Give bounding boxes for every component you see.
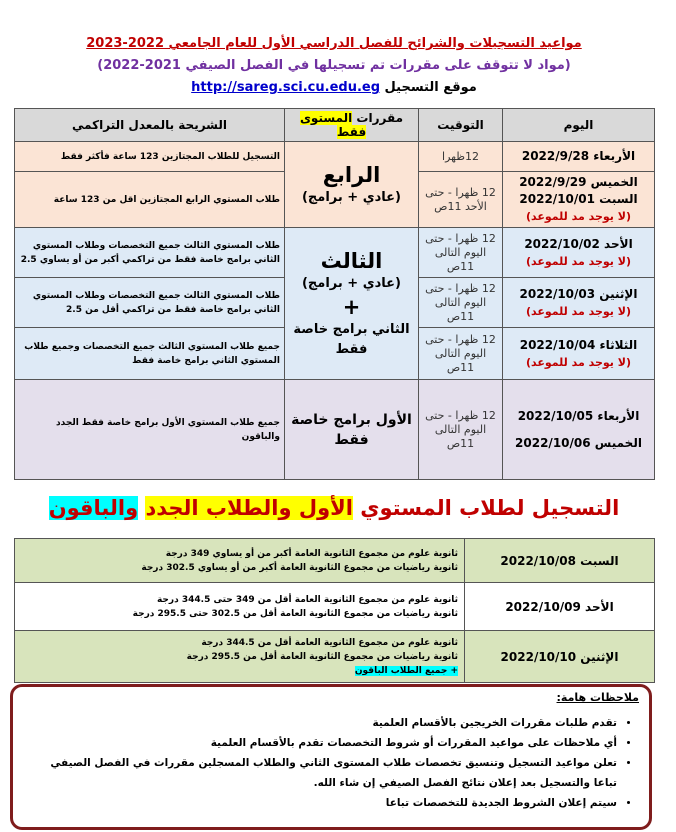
time-cell: 12 ظهرا - حتى الأحد 11ص bbox=[419, 172, 503, 228]
no-extension-note: (لا يوجد مد للموعد) bbox=[526, 355, 631, 369]
day-text: الأربعاء 2022/10/05 bbox=[517, 408, 640, 423]
no-extension-note: (لا يوجد مد للموعد) bbox=[526, 304, 631, 318]
notes-list bbox=[27, 713, 635, 813]
day-text: الأربعاء 2022/9/28 bbox=[521, 149, 636, 163]
banner-part-1: التسجيل لطلاب المستوي bbox=[360, 496, 620, 520]
registration-site bbox=[14, 80, 654, 95]
notes-title: ملاحظات هامة: bbox=[556, 691, 639, 704]
header-courses-highlight: المستوى فقط bbox=[299, 111, 367, 139]
note-item: • أي ملاحظات على مواعيد المقررات أو شروط التخصصات تقدم بالأقسام العلمية bbox=[27, 733, 617, 753]
note-item: • تعلن مواعيد التسجيل وتنسيق تخصصات طلاب المستوى الثاني والطلاب المسجلين مقررات في الفصل الصيفي تباعا والتسجيل بعد إعلان نتائج الفصل الصيفي إن شاء الله. bbox=[27, 753, 617, 793]
day-text-2: السبت 2022/10/01 bbox=[519, 192, 638, 206]
banner-part-3: والباقون bbox=[48, 496, 139, 520]
criteria-cell bbox=[15, 631, 465, 683]
header-day: اليوم bbox=[503, 109, 655, 142]
segment-cell: طلاب المستوي الرابع المجتازين اقل من 123 ساعة bbox=[15, 172, 285, 228]
header-segment: الشريحة بالمعدل التراكمي bbox=[15, 109, 285, 142]
no-extension-note: (لا يوجد مد للموعد) bbox=[526, 210, 631, 223]
criteria-line: ثانوية رياضيات من مجموع الثانوية العامة أكبر من أو يساوي 302.5 درجة bbox=[141, 562, 458, 573]
day-cell bbox=[503, 328, 655, 380]
important-notes-box bbox=[10, 684, 652, 830]
level-extra: الثاني برامج خاصة فقط bbox=[293, 321, 410, 357]
day-text: الأحد 2022/10/02 bbox=[524, 236, 633, 251]
segment-cell: طلاب المستوي الثالث جميع التخصصات وطلاب المستوي الثاني برامج خاصة فقط من تراكمي أكبر من أو يساوي 2.5 bbox=[15, 228, 285, 278]
level-name: الثالث bbox=[320, 248, 383, 273]
level-type: (عادي + برامج) bbox=[301, 275, 402, 291]
header-courses bbox=[285, 109, 419, 142]
segment-cell: التسجيل للطلاب المجتازين 123 ساعة فأكثر فقط bbox=[15, 142, 285, 172]
level-plus: + bbox=[342, 294, 361, 319]
level-cell bbox=[285, 228, 419, 380]
date-cell: الإثنين 2022/10/10 bbox=[465, 631, 655, 683]
criteria-cell bbox=[15, 583, 465, 631]
page-title: مواعيد التسجيلات والشرائح للفصل الدراسي الأول للعام الجامعي 2022-2023 bbox=[86, 36, 582, 51]
day-cell bbox=[503, 278, 655, 328]
date-cell: الأحد 2022/10/09 bbox=[465, 583, 655, 631]
table-header-row bbox=[15, 109, 655, 142]
criteria-line: ثانوية علوم من مجموع الثانوية العامة أقل من 344.5 درجة bbox=[201, 637, 458, 648]
date-cell: السبت 2022/10/08 bbox=[465, 539, 655, 583]
day-cell bbox=[503, 228, 655, 278]
header-time: التوقيت bbox=[419, 109, 503, 142]
site-link[interactable]: http://sareg.sci.cu.edu.eg bbox=[191, 80, 381, 95]
schedule-table bbox=[14, 108, 655, 480]
registration-table bbox=[14, 538, 655, 683]
day-cell bbox=[503, 142, 655, 172]
time-cell: 12 ظهرا - حتى اليوم التالى 11ص bbox=[419, 228, 503, 278]
table-row bbox=[15, 380, 655, 480]
criteria-cell bbox=[15, 539, 465, 583]
segment-cell: جميع طلاب المستوي الأول برامج خاصة فقط الجدد والباقون bbox=[15, 380, 285, 480]
day-text: الإثنين 2022/10/03 bbox=[519, 286, 638, 301]
criteria-line: ثانوية علوم من مجموع الثانوية العامة أقل من 349 حتى 344.5 درجة bbox=[156, 594, 458, 605]
day-text: الخميس 2022/9/29 bbox=[519, 175, 638, 189]
no-extension-note: (لا يوجد مد للموعد) bbox=[526, 254, 631, 268]
day-cell bbox=[503, 172, 655, 228]
level-cell bbox=[285, 142, 419, 228]
remaining-students: + جميع الطلاب الباقون bbox=[354, 665, 458, 676]
criteria-line bbox=[21, 664, 458, 678]
table-row bbox=[15, 583, 655, 631]
level-cell: الأول برامج خاصة فقط bbox=[285, 380, 419, 480]
segment-cell: جميع طلاب المستوي الثالث جميع التخصصات وجميع طلاب المستوي الثاني برامج خاصة فقط bbox=[15, 328, 285, 380]
registration-banner bbox=[14, 496, 654, 520]
document-frame bbox=[14, 22, 654, 808]
header-courses-label: مقررات bbox=[356, 111, 404, 125]
level-type: (عادي + برامج) bbox=[301, 189, 402, 205]
segment-cell: طلاب المستوي الثالث جميع التخصصات وطلاب المستوي الثاني برامج خاصة فقط من تراكمي أقل من 2.5 bbox=[15, 278, 285, 328]
note-item: • سيتم إعلان الشروط الجديدة للتخصصات تباعا bbox=[27, 793, 617, 813]
day-text-2: الخميس 2022/10/06 bbox=[515, 435, 642, 450]
banner-part-2: الأول والطلاب الجدد bbox=[145, 496, 353, 520]
page-subtitle: (مواد لا تتوقف على مقررات تم تسجيلها في الفصل الصيفي 2021-2022) bbox=[97, 58, 571, 73]
day-cell bbox=[503, 380, 655, 480]
criteria-line: ثانوية علوم من مجموع الثانوية العامة أكبر من أو يساوي 349 درجة bbox=[165, 548, 458, 559]
table-row bbox=[15, 631, 655, 683]
time-cell: 12 ظهرا - حتى اليوم التالى 11ص bbox=[419, 380, 503, 480]
time-cell: 12 ظهرا - حتى اليوم التالى 11ص bbox=[419, 278, 503, 328]
criteria-line: ثانوية رياضيات من مجموع الثانوية العامة أقل من 302.5 حتى 295.5 درجة bbox=[132, 608, 458, 619]
note-item: • تقدم طلبات مقررات الخريجين بالأقسام العلمية bbox=[27, 713, 617, 733]
table-row bbox=[15, 142, 655, 172]
criteria-line: ثانوية رياضيات من مجموع الثانوية العامة أقل من 295.5 درجة bbox=[186, 651, 458, 662]
time-cell: 12 ظهرا - حتى اليوم التالى 11ص bbox=[419, 328, 503, 380]
table-row bbox=[15, 228, 655, 278]
time-cell: 12ظهرا bbox=[419, 142, 503, 172]
table-row bbox=[15, 539, 655, 583]
level-name: الرابع bbox=[322, 162, 381, 187]
day-text: الثلاثاء 2022/10/04 bbox=[519, 337, 638, 352]
site-label: موقع التسجيل bbox=[384, 80, 477, 95]
